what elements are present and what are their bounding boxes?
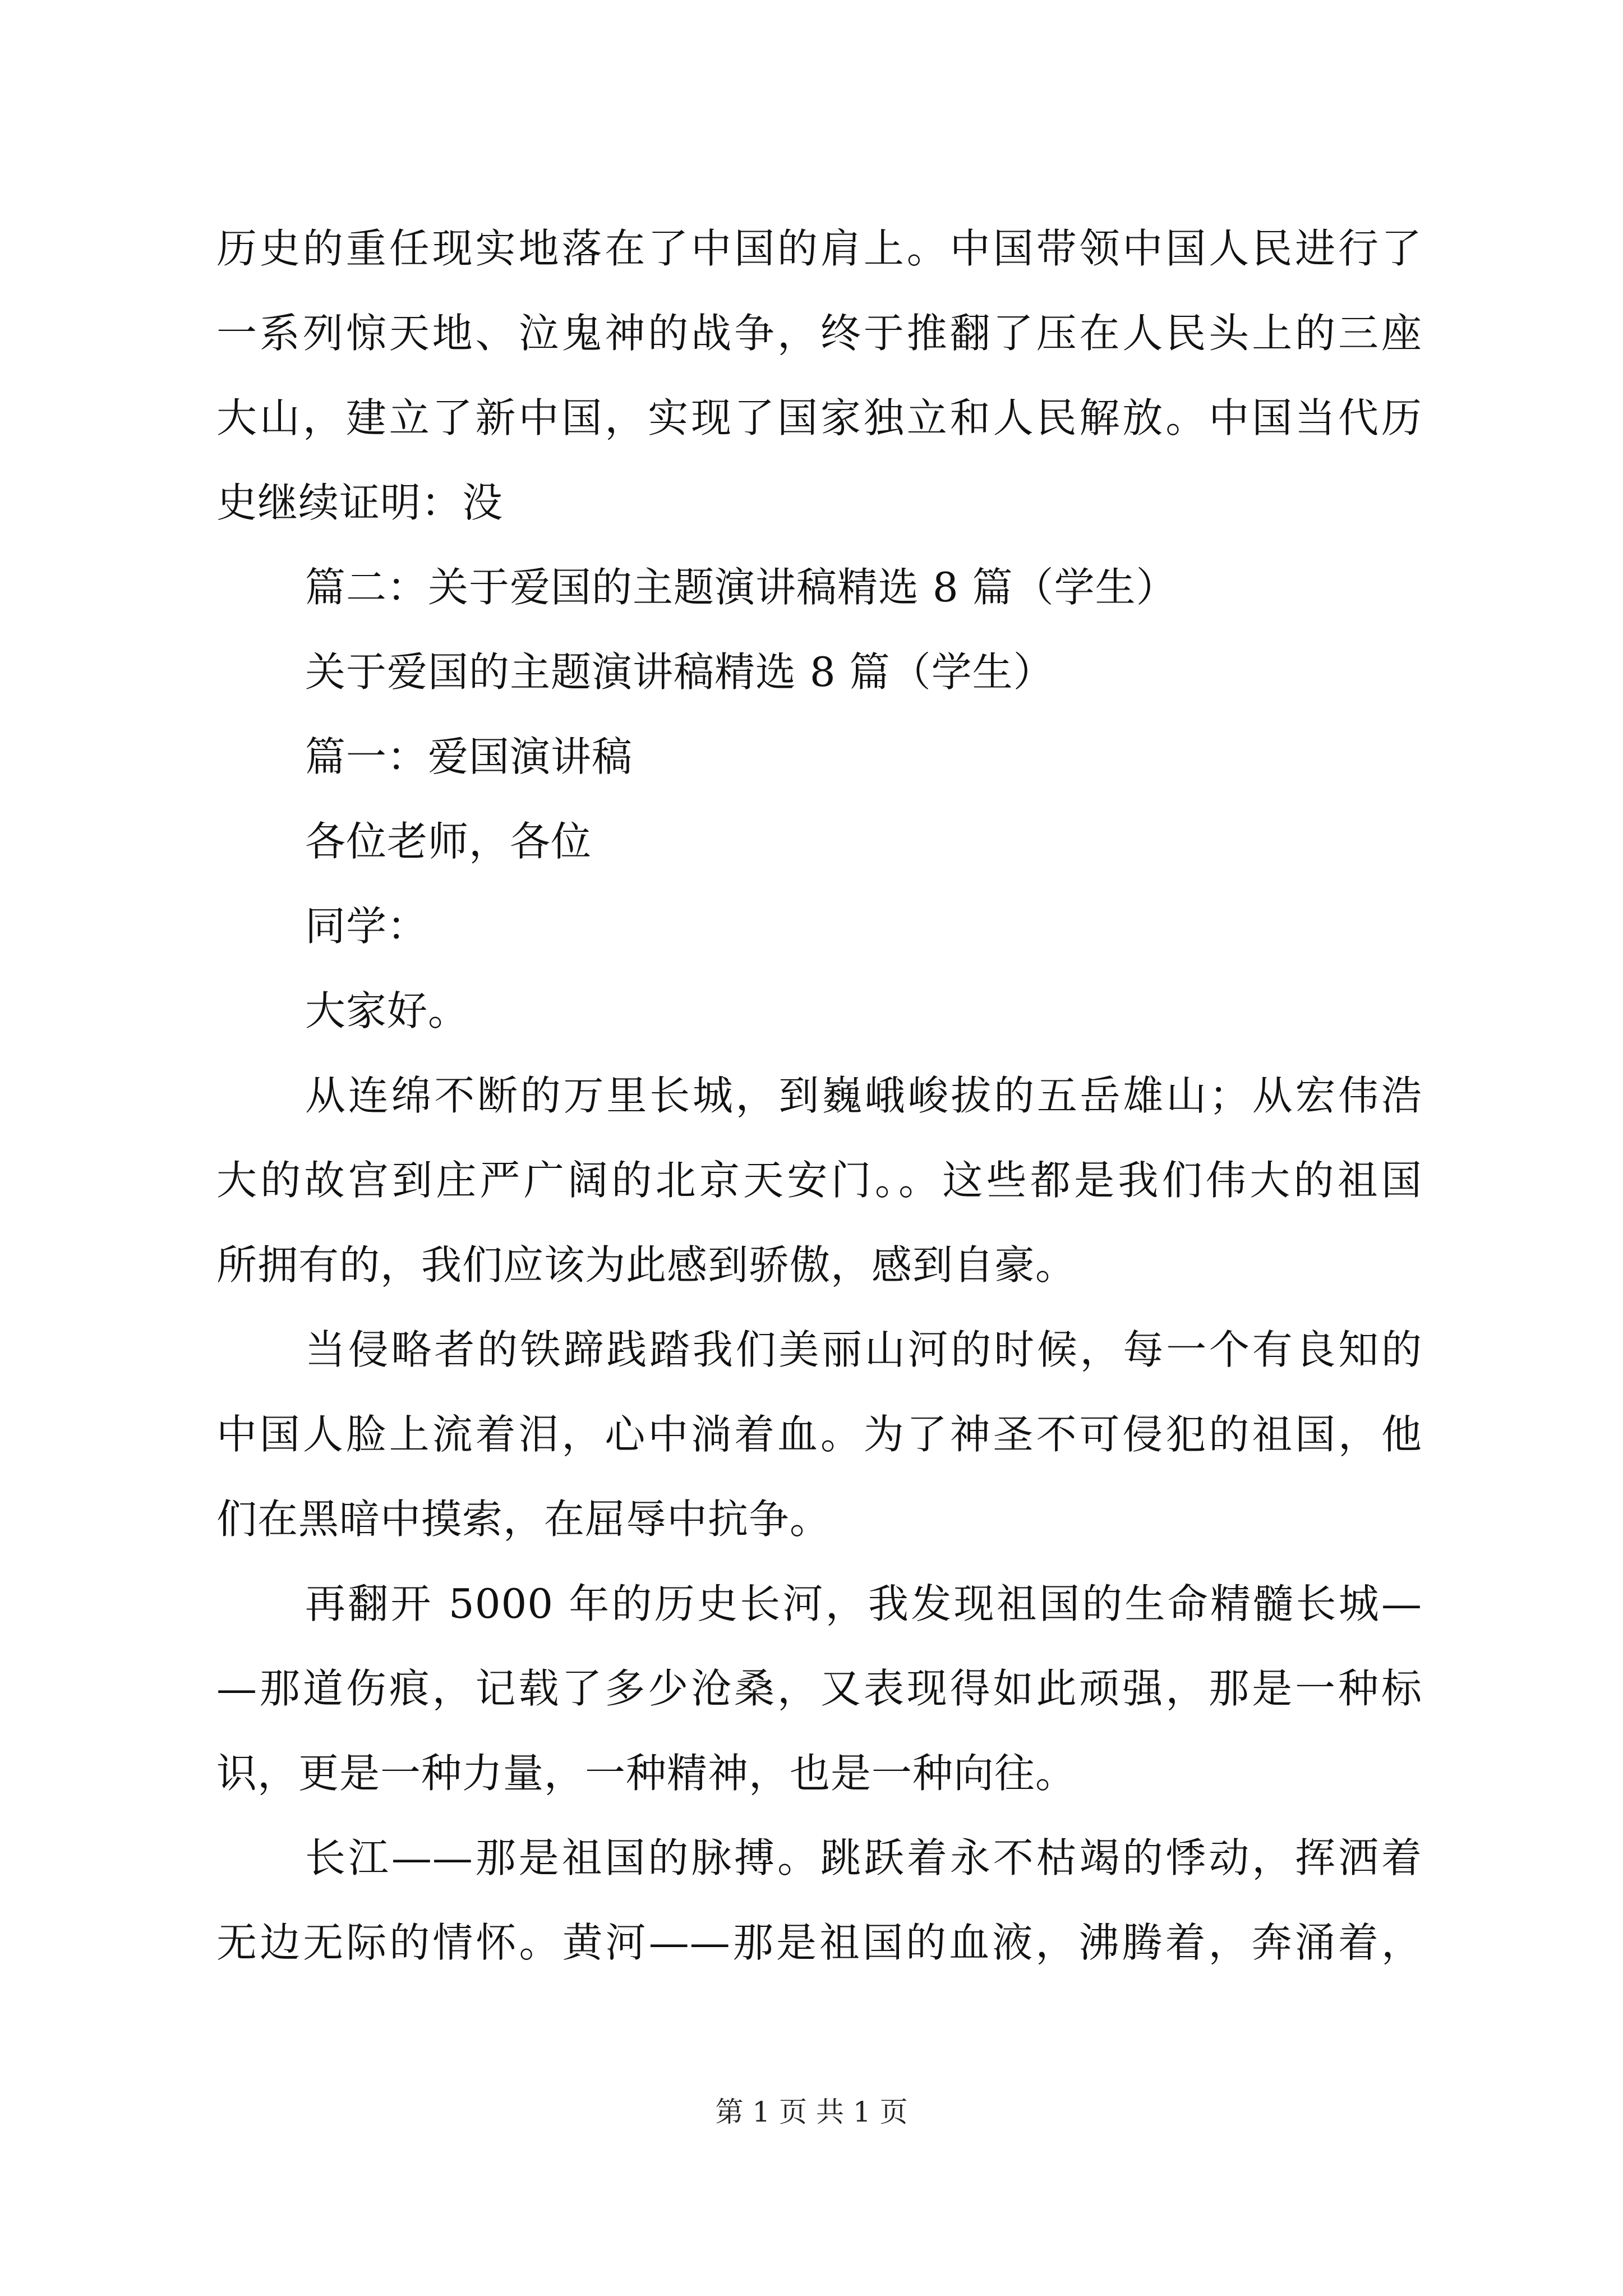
paragraph-line: 们在黑暗中摸索，在屈辱中抗争。 [216, 1496, 831, 1543]
paragraph-line: 长江——那是祖国的脉搏。跳跃着永不枯竭的悸动，挥洒着 [305, 1834, 1422, 1881]
section-heading: 篇一：爱国演讲稿 [305, 733, 633, 780]
article-title: 关于爱国的主题演讲稿精选 8 篇（学生） [305, 648, 1054, 696]
paragraph-line: 所拥有的，我们应该为此感到骄傲，感到自豪。 [216, 1241, 1077, 1289]
text-line: 史继续证明：没 [216, 479, 504, 526]
paragraph-line: 当侵略者的铁蹄践踏我们美丽山河的时候，每一个有良知的 [305, 1326, 1422, 1373]
paragraph-line: 中国人脸上流着泪，心中淌着血。为了神圣不可侵犯的祖国，他 [216, 1411, 1422, 1458]
text-line: 历史的重任现实地落在了中国的肩上。中国带领中国人民进行了 [216, 225, 1422, 272]
paragraph-line: 从连绵不断的万里长城，到巍峨峻拔的五岳雄山；从宏伟浩 [305, 1072, 1422, 1119]
text-line: 大山，建立了新中国，实现了国家独立和人民解放。中国当代历 [216, 394, 1422, 441]
greeting-line: 各位老师，各位 [305, 818, 592, 865]
section-heading: 篇二：关于爱国的主题演讲稿精选 8 篇（学生） [305, 564, 1177, 611]
text-line: 一系列惊天地、泣鬼神的战争，终于推翻了压在人民头上的三座 [216, 310, 1422, 357]
page-number-footer: 第 1 页 共 1 页 [715, 2096, 908, 2128]
body-text [216, 206, 1422, 1985]
paragraph-line: 再翻开 5000 年的历史长河，我发现祖国的生命精髓长城— [305, 1580, 1422, 1627]
paragraph-line: 无边无际的情怀。黄河——那是祖国的血液，沸腾着，奔涌着， [216, 1919, 1422, 1966]
paragraph-line: 大的故宫到庄严广阔的北京天安门。。这些都是我们伟大的祖国 [216, 1157, 1422, 1204]
greeting-line: 同学： [305, 903, 428, 950]
paragraph-line: 识，更是一种力量，一种精神，也是一种向往。 [216, 1750, 1077, 1797]
paragraph-line: —那道伤痕，记载了多少沧桑，又表现得如此顽强，那是一种标 [216, 1665, 1422, 1712]
greeting-line: 大家好。 [305, 987, 469, 1034]
